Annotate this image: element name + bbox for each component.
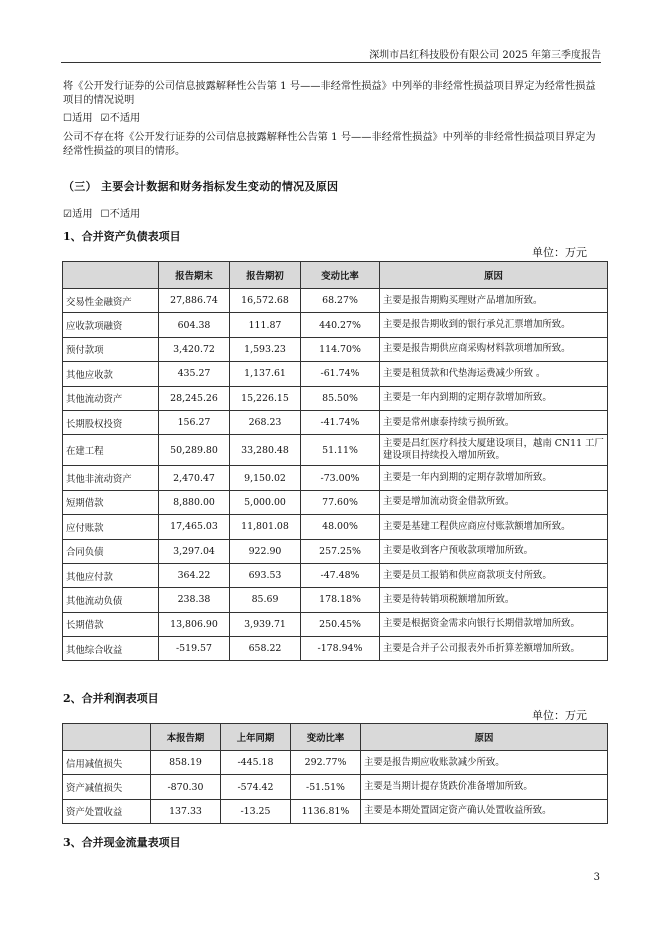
page-header-title: 深圳市昌红科技股份有限公司 2025 年第三季度报告: [369, 50, 601, 61]
table-row: [63, 410, 608, 434]
row-label-cell: 其他流动资产: [63, 386, 159, 410]
value-cell: 364.22: [159, 563, 230, 587]
value-cell: -870.30: [151, 775, 221, 799]
value-cell: 77.60%: [301, 490, 380, 514]
balance-sheet-table: [62, 261, 608, 661]
row-label-cell: 其他非流动资产: [63, 466, 159, 490]
value-cell: -445.18: [221, 751, 291, 775]
table-header-row: [63, 262, 608, 289]
income-statement-table: [62, 723, 608, 824]
reason-cell: 主要是报告期购买理财产品增加所致。: [380, 289, 608, 313]
header-cell: 变动比率: [301, 262, 380, 289]
table-row: [63, 337, 608, 361]
row-label-cell: 资产减值损失: [63, 775, 151, 799]
value-cell: 268.23: [230, 410, 301, 434]
reason-cell: 主要是收到客户预收款项增加所致。: [380, 539, 608, 563]
value-cell: 178.18%: [301, 588, 380, 612]
value-cell: 922.90: [230, 539, 301, 563]
table-row: [63, 313, 608, 337]
checkbox-not-applicable: ☐不适用: [100, 209, 141, 220]
reason-cell: 主要是增加流动资金借款所致。: [380, 490, 608, 514]
reason-cell: 主要是基建工程供应商应付账款额增加所致。: [380, 515, 608, 539]
reason-cell: 主要是昌红医疗科技大厦建设项目，越南 CN11 工厂建设项目持续投入增加所致。: [380, 435, 608, 466]
value-cell: 9,150.02: [230, 466, 301, 490]
table-header-row: [63, 724, 608, 751]
row-label-cell: 短期借款: [63, 490, 159, 514]
value-cell: 3,297.04: [159, 539, 230, 563]
row-label-cell: 交易性金融资产: [63, 289, 159, 313]
reason-cell: 主要是合并子公司报表外币折算差额增加所致。: [380, 637, 608, 661]
reason-cell: 主要是当期计提存货跌价准备增加所致。: [361, 775, 608, 799]
value-cell: 85.50%: [301, 386, 380, 410]
value-cell: 257.25%: [301, 539, 380, 563]
table-row: [63, 799, 608, 823]
paragraph-explanation: 将《公开发行证券的公司信息披露解释性公告第 1 号——非经常性损益》中列举的非经常性损益项目界定为经常性损益项目的情况说明: [63, 81, 596, 106]
value-cell: 292.77%: [291, 751, 361, 775]
header-cell: 上年同期: [221, 724, 291, 751]
value-cell: 137.33: [151, 799, 221, 823]
reason-cell: 主要是租赁款和代垫海运费减少所致 。: [380, 362, 608, 386]
reason-cell: 主要是员工报销和供应商款项支付所致。: [380, 563, 608, 587]
header-cell: 变动比率: [291, 724, 361, 751]
row-label-cell: 应付账款: [63, 515, 159, 539]
table-row: [63, 775, 608, 799]
value-cell: 11,801.08: [230, 515, 301, 539]
value-cell: 1136.81%: [291, 799, 361, 823]
table-row: [63, 466, 608, 490]
header-cell: 原因: [361, 724, 608, 751]
header-cell: 本报告期: [151, 724, 221, 751]
value-cell: 238.38: [159, 588, 230, 612]
value-cell: 435.27: [159, 362, 230, 386]
table-row: [63, 435, 608, 466]
checkbox-not-applicable: ☑不适用: [100, 113, 141, 124]
value-cell: 3,420.72: [159, 337, 230, 361]
page-number: 3: [593, 872, 600, 883]
checkbox-applicable: ☐适用: [63, 113, 93, 124]
row-label-cell: 合同负债: [63, 539, 159, 563]
value-cell: 156.27: [159, 410, 230, 434]
row-label-cell: 在建工程: [63, 435, 159, 466]
value-cell: 440.27%: [301, 313, 380, 337]
balance-sheet-unit: 单位：万元: [532, 246, 587, 259]
cashflow-title: 3、合并现金流量表项目: [63, 836, 181, 849]
value-cell: -13.25: [221, 799, 291, 823]
row-label-cell: 应收款项融资: [63, 313, 159, 337]
value-cell: -61.74%: [301, 362, 380, 386]
reason-cell: 主要是一年内到期的定期存款增加所致。: [380, 466, 608, 490]
value-cell: 15,226.15: [230, 386, 301, 410]
header-cell: 原因: [380, 262, 608, 289]
value-cell: 17,465.03: [159, 515, 230, 539]
reason-cell: 主要是报告期应收账款减少所致。: [361, 751, 608, 775]
value-cell: 114.70%: [301, 337, 380, 361]
value-cell: 13,806.90: [159, 612, 230, 636]
row-label-cell: 长期借款: [63, 612, 159, 636]
row-label-cell: 其他流动负债: [63, 588, 159, 612]
value-cell: 1,593.23: [230, 337, 301, 361]
value-cell: 1,137.61: [230, 362, 301, 386]
table-row: [63, 588, 608, 612]
table-row: [63, 563, 608, 587]
value-cell: -73.00%: [301, 466, 380, 490]
row-label-cell: 预付款项: [63, 337, 159, 361]
reason-cell: 主要是根据资金需求向银行长期借款增加所致。: [380, 612, 608, 636]
value-cell: 250.45%: [301, 612, 380, 636]
value-cell: -574.42: [221, 775, 291, 799]
table-row: [63, 362, 608, 386]
value-cell: 50,289.80: [159, 435, 230, 466]
value-cell: 3,939.71: [230, 612, 301, 636]
value-cell: 658.22: [230, 637, 301, 661]
table-row: [63, 751, 608, 775]
header-cell: 报告期末: [159, 262, 230, 289]
row-label-cell: 其他应收款: [63, 362, 159, 386]
header-divider: [61, 62, 601, 63]
value-cell: 85.69: [230, 588, 301, 612]
table-row: [63, 637, 608, 661]
value-cell: 8,880.00: [159, 490, 230, 514]
value-cell: 68.27%: [301, 289, 380, 313]
table-row: [63, 490, 608, 514]
value-cell: 111.87: [230, 313, 301, 337]
value-cell: 693.53: [230, 563, 301, 587]
table-row: [63, 515, 608, 539]
value-cell: 5,000.00: [230, 490, 301, 514]
balance-sheet-title: 1、合并资产负债表项目: [63, 230, 181, 243]
row-label-cell: 资产处置收益: [63, 799, 151, 823]
reason-cell: 主要是待转销项税额增加所致。: [380, 588, 608, 612]
reason-cell: 主要是一年内到期的定期存款增加所致。: [380, 386, 608, 410]
section-title: （三） 主要会计数据和财务指标发生变动的情况及原因: [63, 180, 339, 193]
table-row: [63, 386, 608, 410]
reason-cell: 主要是常州康泰持续亏损所致。: [380, 410, 608, 434]
reason-cell: 主要是报告期供应商采购材料款项增加所致。: [380, 337, 608, 361]
header-cell: [63, 262, 159, 289]
value-cell: 604.38: [159, 313, 230, 337]
applicability-options-2: [63, 208, 603, 222]
checkbox-applicable: ☑适用: [63, 209, 93, 220]
value-cell: 27,886.74: [159, 289, 230, 313]
value-cell: -178.94%: [301, 637, 380, 661]
value-cell: 51.11%: [301, 435, 380, 466]
reason-cell: 主要是报告期收到的银行承兑汇票增加所致。: [380, 313, 608, 337]
income-statement-unit: 单位：万元: [532, 709, 587, 722]
header-cell: 报告期初: [230, 262, 301, 289]
header-cell: [63, 724, 151, 751]
table-row: [63, 539, 608, 563]
income-statement-title: 2、合并利润表项目: [63, 692, 159, 705]
reason-cell: 主要是本期处置固定资产确认处置收益所致。: [361, 799, 608, 823]
row-label-cell: 长期股权投资: [63, 410, 159, 434]
row-label-cell: 其他应付款: [63, 563, 159, 587]
value-cell: -519.57: [159, 637, 230, 661]
value-cell: -51.51%: [291, 775, 361, 799]
table-row: [63, 289, 608, 313]
value-cell: 2,470.47: [159, 466, 230, 490]
value-cell: 48.00%: [301, 515, 380, 539]
table-row: [63, 612, 608, 636]
paragraph-statement: 公司不存在将《公开发行证券的公司信息披露解释性公告第 1 号——非经常性损益》中列举的非经常性损益项目界定为经常性损益的项目的情形。: [63, 132, 596, 157]
value-cell: -41.74%: [301, 410, 380, 434]
value-cell: 28,245.26: [159, 386, 230, 410]
applicability-options-1: [63, 112, 603, 126]
value-cell: 858.19: [151, 751, 221, 775]
row-label-cell: 其他综合收益: [63, 637, 159, 661]
row-label-cell: 信用减值损失: [63, 751, 151, 775]
value-cell: 33,280.48: [230, 435, 301, 466]
value-cell: -47.48%: [301, 563, 380, 587]
value-cell: 16,572.68: [230, 289, 301, 313]
